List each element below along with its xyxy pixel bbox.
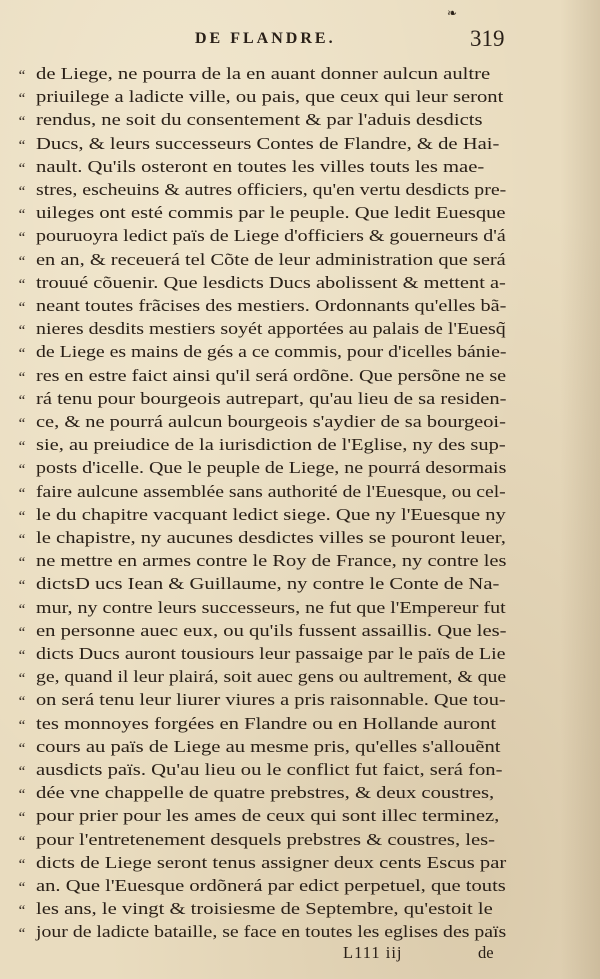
quotation-mark: “ (18, 207, 26, 224)
quotation-mark: “ (18, 346, 26, 363)
text-line: dictsD ucs Iean & Guillaume, ny contre le Conte de Na- (36, 574, 500, 594)
signature-mark: L111 iij (343, 943, 403, 962)
text-line: res en estre faict ainsi qu'il será ordõne. Que persõne ne se (36, 365, 507, 385)
quotation-mark: “ (18, 671, 26, 688)
text-line: le du chapitre vacquant ledict siege. Que ny l'Euesque ny (36, 504, 506, 524)
quotation-mark: “ (18, 833, 26, 850)
text-line: pour l'entretenement desquels prebstres & coustres, les- (36, 829, 496, 849)
text-line: on será tenu leur liurer viures a pris raisonnable. Que tou- (36, 690, 506, 710)
quotation-mark: “ (18, 903, 26, 920)
text-line: ausdicts païs. Qu'au lieu ou le conflict fut faict, será fon- (36, 760, 503, 779)
text-line: an. Que l'Euesque ordõnerá par edict perpetuel, que touts (36, 876, 506, 895)
quotation-mark: “ (18, 369, 26, 386)
quotation-mark: “ (18, 114, 26, 131)
quotation-mark: “ (18, 694, 26, 711)
text-line: en personne auec eux, ou qu'ils fussent assaillis. Que les- (36, 620, 507, 640)
quotation-mark: “ (18, 532, 26, 548)
text-line: les ans, le vingt & troisiesme de Septembre, qu'estoit le (36, 899, 493, 919)
text-line: jour de ladicte bataille, se face en toutes les eglises des païs (36, 922, 507, 942)
text-line: de Liege es mains de gés a ce commis, pour d'icelles bánie- (36, 342, 507, 362)
quotation-mark: “ (18, 717, 26, 734)
quotation-mark: “ (18, 764, 26, 780)
quotation-mark: “ (18, 810, 26, 827)
text-line: rá tenu pour bourgeois autrepart, qu'au lieu de sa residen- (36, 388, 507, 408)
quotation-mark: “ (18, 230, 26, 247)
text-line: ce, & ne pourrá aulcun bourgeois s'aydier de sa bourgeoi- (36, 412, 506, 431)
quotation-mark: “ (18, 439, 26, 456)
quotation-mark: “ (18, 926, 26, 943)
quotation-mark: “ (18, 880, 26, 896)
text-line: neant toutes frãcises des mestiers. Ordonnants qu'elles bã- (36, 296, 507, 315)
text-line: posts d'icelle. Que le peuple de Liege, ne pourrá desormais (36, 458, 507, 478)
quotation-mark: “ (18, 740, 26, 757)
quotation-mark: “ (18, 787, 26, 804)
page-number: 319 (470, 26, 505, 51)
ornament-mark: ❧ (447, 6, 458, 20)
text-line: faire aulcune assemblée sans authorité de l'Euesque, ou cel- (36, 481, 506, 501)
quotation-mark: “ (18, 160, 26, 177)
quotation-mark: “ (18, 416, 26, 432)
text-line: cours au païs de Liege au mesme pris, qu'elles s'allouẽnt (36, 736, 501, 756)
text-line: de Liege, ne pourra de la en auant donner aulcun aultre (36, 64, 491, 83)
text-line: rendus, ne soit du consentement & par l'aduis desdicts (36, 110, 483, 130)
page-edge-shadow (560, 0, 600, 979)
text-line: nieres desdits mestiers soyét apportées au palais de l'Euesq̃ (36, 319, 506, 339)
quotation-mark: “ (18, 184, 26, 200)
running-head: DE FLANDRE. (195, 30, 336, 47)
text-line: trouué cõuenir. Que lesdicts Ducs abolissent & mettent a- (36, 272, 506, 292)
text-line: dée vne chappelle de quatre prebstres, & deux coustres, (36, 783, 495, 803)
quotation-mark: “ (18, 323, 26, 340)
quotation-mark: “ (18, 68, 26, 84)
quotation-mark: “ (18, 485, 26, 502)
quotation-mark: “ (18, 392, 26, 409)
text-line: sie, au preiudice de la iurisdiction de l'Eglise, ny des sup- (36, 435, 506, 455)
quotation-mark: “ (18, 276, 26, 293)
text-line: mur, ny contre leurs successeurs, ne fut que l'Empereur fut (36, 597, 506, 617)
quotation-mark: “ (18, 624, 26, 641)
quotation-mark: “ (18, 91, 26, 108)
text-line: pouruoyra ledict païs de Liege d'officiers & gouerneurs d'á (36, 226, 506, 246)
catchword: de (478, 943, 494, 962)
quotation-mark: “ (18, 253, 26, 270)
text-line: dicts Ducs auront tousiours leur passaige par le païs de Lie (36, 644, 506, 663)
quotation-mark: “ (18, 555, 26, 572)
text-line: le chapistre, ny aucunes desdictes villes se pouront leuer, (36, 528, 506, 547)
quotation-mark: “ (18, 137, 26, 154)
text-line: tes monnoyes forgées en Flandre ou en Hollande auront (36, 713, 497, 733)
text-line: pour prier pour les ames de ceux qui sont illec terminez, (36, 806, 500, 826)
text-line: stres, escheuins & autres officiers, qu'en vertu desdicts pre- (36, 180, 507, 199)
quotation-mark: “ (18, 300, 26, 316)
quotation-mark: “ (18, 578, 26, 595)
quotation-mark: “ (18, 856, 26, 873)
text-line: Ducs, & leurs successeurs Contes de Flandre, & de Hai- (36, 133, 500, 153)
text-line: uileges ont esté commis par le peuple. Que ledit Euesque (36, 203, 506, 223)
text-line: ne mettre en armes contre le Roy de France, ny contre les (36, 551, 507, 571)
quotation-mark: “ (18, 648, 26, 664)
quotation-mark: “ (18, 508, 26, 525)
text-line: ge, quand il leur plairá, soit auec gens ou aultrement, & que (36, 667, 507, 687)
text-line: nault. Qu'ils osteront en toutes les villes touts les mae- (36, 156, 485, 176)
text-line: en an, & receuerá tel Cõte de leur administration que será (36, 249, 506, 269)
quotation-mark: “ (18, 601, 26, 618)
text-line: priuilege a ladicte ville, ou pais, que ceux qui leur seront (36, 87, 504, 107)
page-header (0, 24, 600, 54)
text-line: dicts de Liege seront tenus assigner deux cents Escus par (36, 852, 507, 872)
quotation-mark: “ (18, 462, 26, 479)
